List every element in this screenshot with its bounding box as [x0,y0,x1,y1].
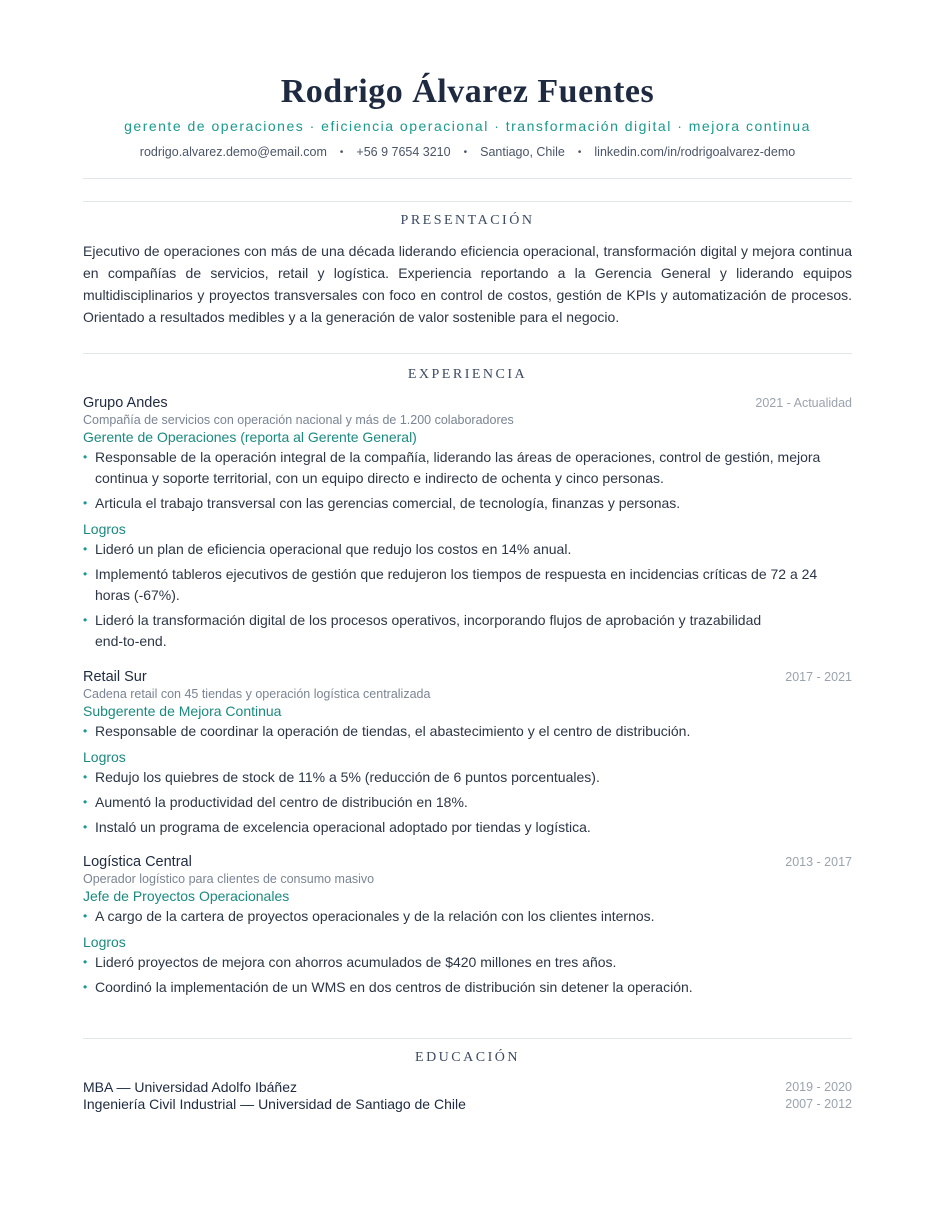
bullet-icon: • [83,770,88,784]
list-item: • Implementó tableros ejecutivos de gestión que redujeron los tiempos de respuesta en incidencias críticas de 72 a 24 horas (-67%). [83,566,818,603]
contact-location: Santiago, Chile [480,145,565,159]
achievements-label: Logros [83,749,126,765]
achievements-list [83,539,852,652]
bullet-icon: • [83,613,88,627]
list-item: • Lideró proyectos de mejora con ahorros acumulados de $420 millones en tres años. [83,952,852,973]
company-name: Logística Central [83,854,192,870]
list-item: • A cargo de la cartera de proyectos operacionales y de la relación con los clientes internos. [83,906,852,927]
contact-phone: +56 9 7654 3210 [356,145,451,159]
contact-line [83,144,852,162]
education-entry [83,1096,852,1113]
section-divider [83,353,852,354]
job-role: Gerente de Operaciones (reporta al Gerente General) [83,429,417,445]
degree-title: Ingeniería Civil Industrial — Universidad de Santiago de Chile [83,1096,466,1112]
contact-separator: • [339,147,344,158]
headline-tagline: gerente de operaciones · eficiencia operacional · transformación digital · mejora continua [124,118,811,134]
company-description: Cadena retail con 45 tiendas y operación logística centralizada [83,687,431,701]
education-entry [83,1079,852,1096]
bullet-icon: • [83,909,88,923]
education-dates: 2007 - 2012 [785,1097,852,1111]
bullet-icon: • [83,567,88,581]
contact-linkedin[interactable]: linkedin.com/in/rodrigoalvarez-demo [594,145,796,159]
achievements-label: Logros [83,934,126,950]
bullet-icon: • [83,980,88,994]
bullet-icon: • [83,820,88,834]
education-section-title: EDUCACIÓN [415,1050,520,1065]
responsibilities-list [83,447,852,514]
list-item: • Instaló un programa de excelencia operacional adoptado por tiendas y logística. [83,817,852,838]
achievements-list [83,767,852,838]
list-item: • Redujo los quiebres de stock de 11% a 5% (reducción de 6 puntos porcentuales). [83,767,852,788]
summary-paragraph: Ejecutivo de operaciones con más de una década liderando eficiencia operacional, transformación digital y mejora continua en compañías de servicios, retail y logística. Experiencia reportando a la Gerencia General y liderando equipos multidisciplinarios y proyectos transversales con foco en control de costos, gestión de KPIs y automatización de procesos. Orientado a resultados medibles y a la generación de valor sostenible para el negocio. [83,243,852,325]
bullet-icon: • [83,542,88,556]
section-divider [83,1038,852,1039]
bullet-icon: • [83,795,88,809]
list-item: • Responsable de la operación integral de la compañía, liderando las áreas de operaciones, control de gestión, mejora continua y soporte territorial, con un equipo directo e indirecto de ochenta y cinco personas. [83,449,821,486]
job-dates: 2017 - 2021 [785,670,852,684]
bullet-icon: • [83,496,88,510]
summary-section-title: PRESENTACIÓN [400,213,535,228]
bullet-icon: • [83,724,88,738]
list-item: • Lideró un plan de eficiencia operacional que redujo los costos en 14% anual. [83,539,852,560]
candidate-name: Rodrigo Álvarez Fuentes [280,73,655,110]
achievements-label: Logros [83,521,126,537]
list-item: • Articula el trabajo transversal con las gerencias comercial, de tecnología, finanzas y personas. [83,493,852,514]
bullet-icon: • [83,955,88,969]
responsibilities-list [83,721,852,742]
contact-separator: • [577,147,582,158]
experience-entry [83,854,852,998]
header-divider [83,178,852,179]
list-item: • Responsable de coordinar la operación de tiendas, el abastecimiento y el centro de distribución. [83,721,852,742]
job-role: Subgerente de Mejora Continua [83,703,282,719]
experience-entry [83,395,852,652]
experience-section-title: EXPERIENCIA [407,367,528,382]
job-dates: 2021 - Actualidad [755,396,852,410]
degree-title: MBA — Universidad Adolfo Ibáñez [83,1079,298,1095]
job-dates: 2013 - 2017 [785,855,852,869]
section-divider [83,201,852,202]
company-description: Operador logístico para clientes de consumo masivo [83,872,375,886]
list-item: • Aumentó la productividad del centro de distribución en 18%. [83,792,852,813]
experience-entry [83,669,852,838]
list-item: • Lideró la transformación digital de los procesos operativos, incorporando flujos de aprobación y trazabilidad end-to-end. [83,612,762,649]
job-role: Jefe de Proyectos Operacionales [83,888,290,904]
company-description: Compañía de servicios con operación nacional y más de 1.200 colaboradores [83,413,514,427]
contact-separator: • [463,147,468,158]
list-item: • Coordinó la implementación de un WMS en dos centros de distribución sin detener la operación. [83,977,852,998]
company-name: Retail Sur [83,669,147,685]
achievements-list [83,952,852,998]
responsibilities-list [83,906,852,927]
contact-email[interactable]: rodrigo.alvarez.demo@email.com [139,145,327,159]
bullet-icon: • [83,450,88,464]
company-name: Grupo Andes [83,395,168,411]
education-dates: 2019 - 2020 [785,1080,852,1094]
